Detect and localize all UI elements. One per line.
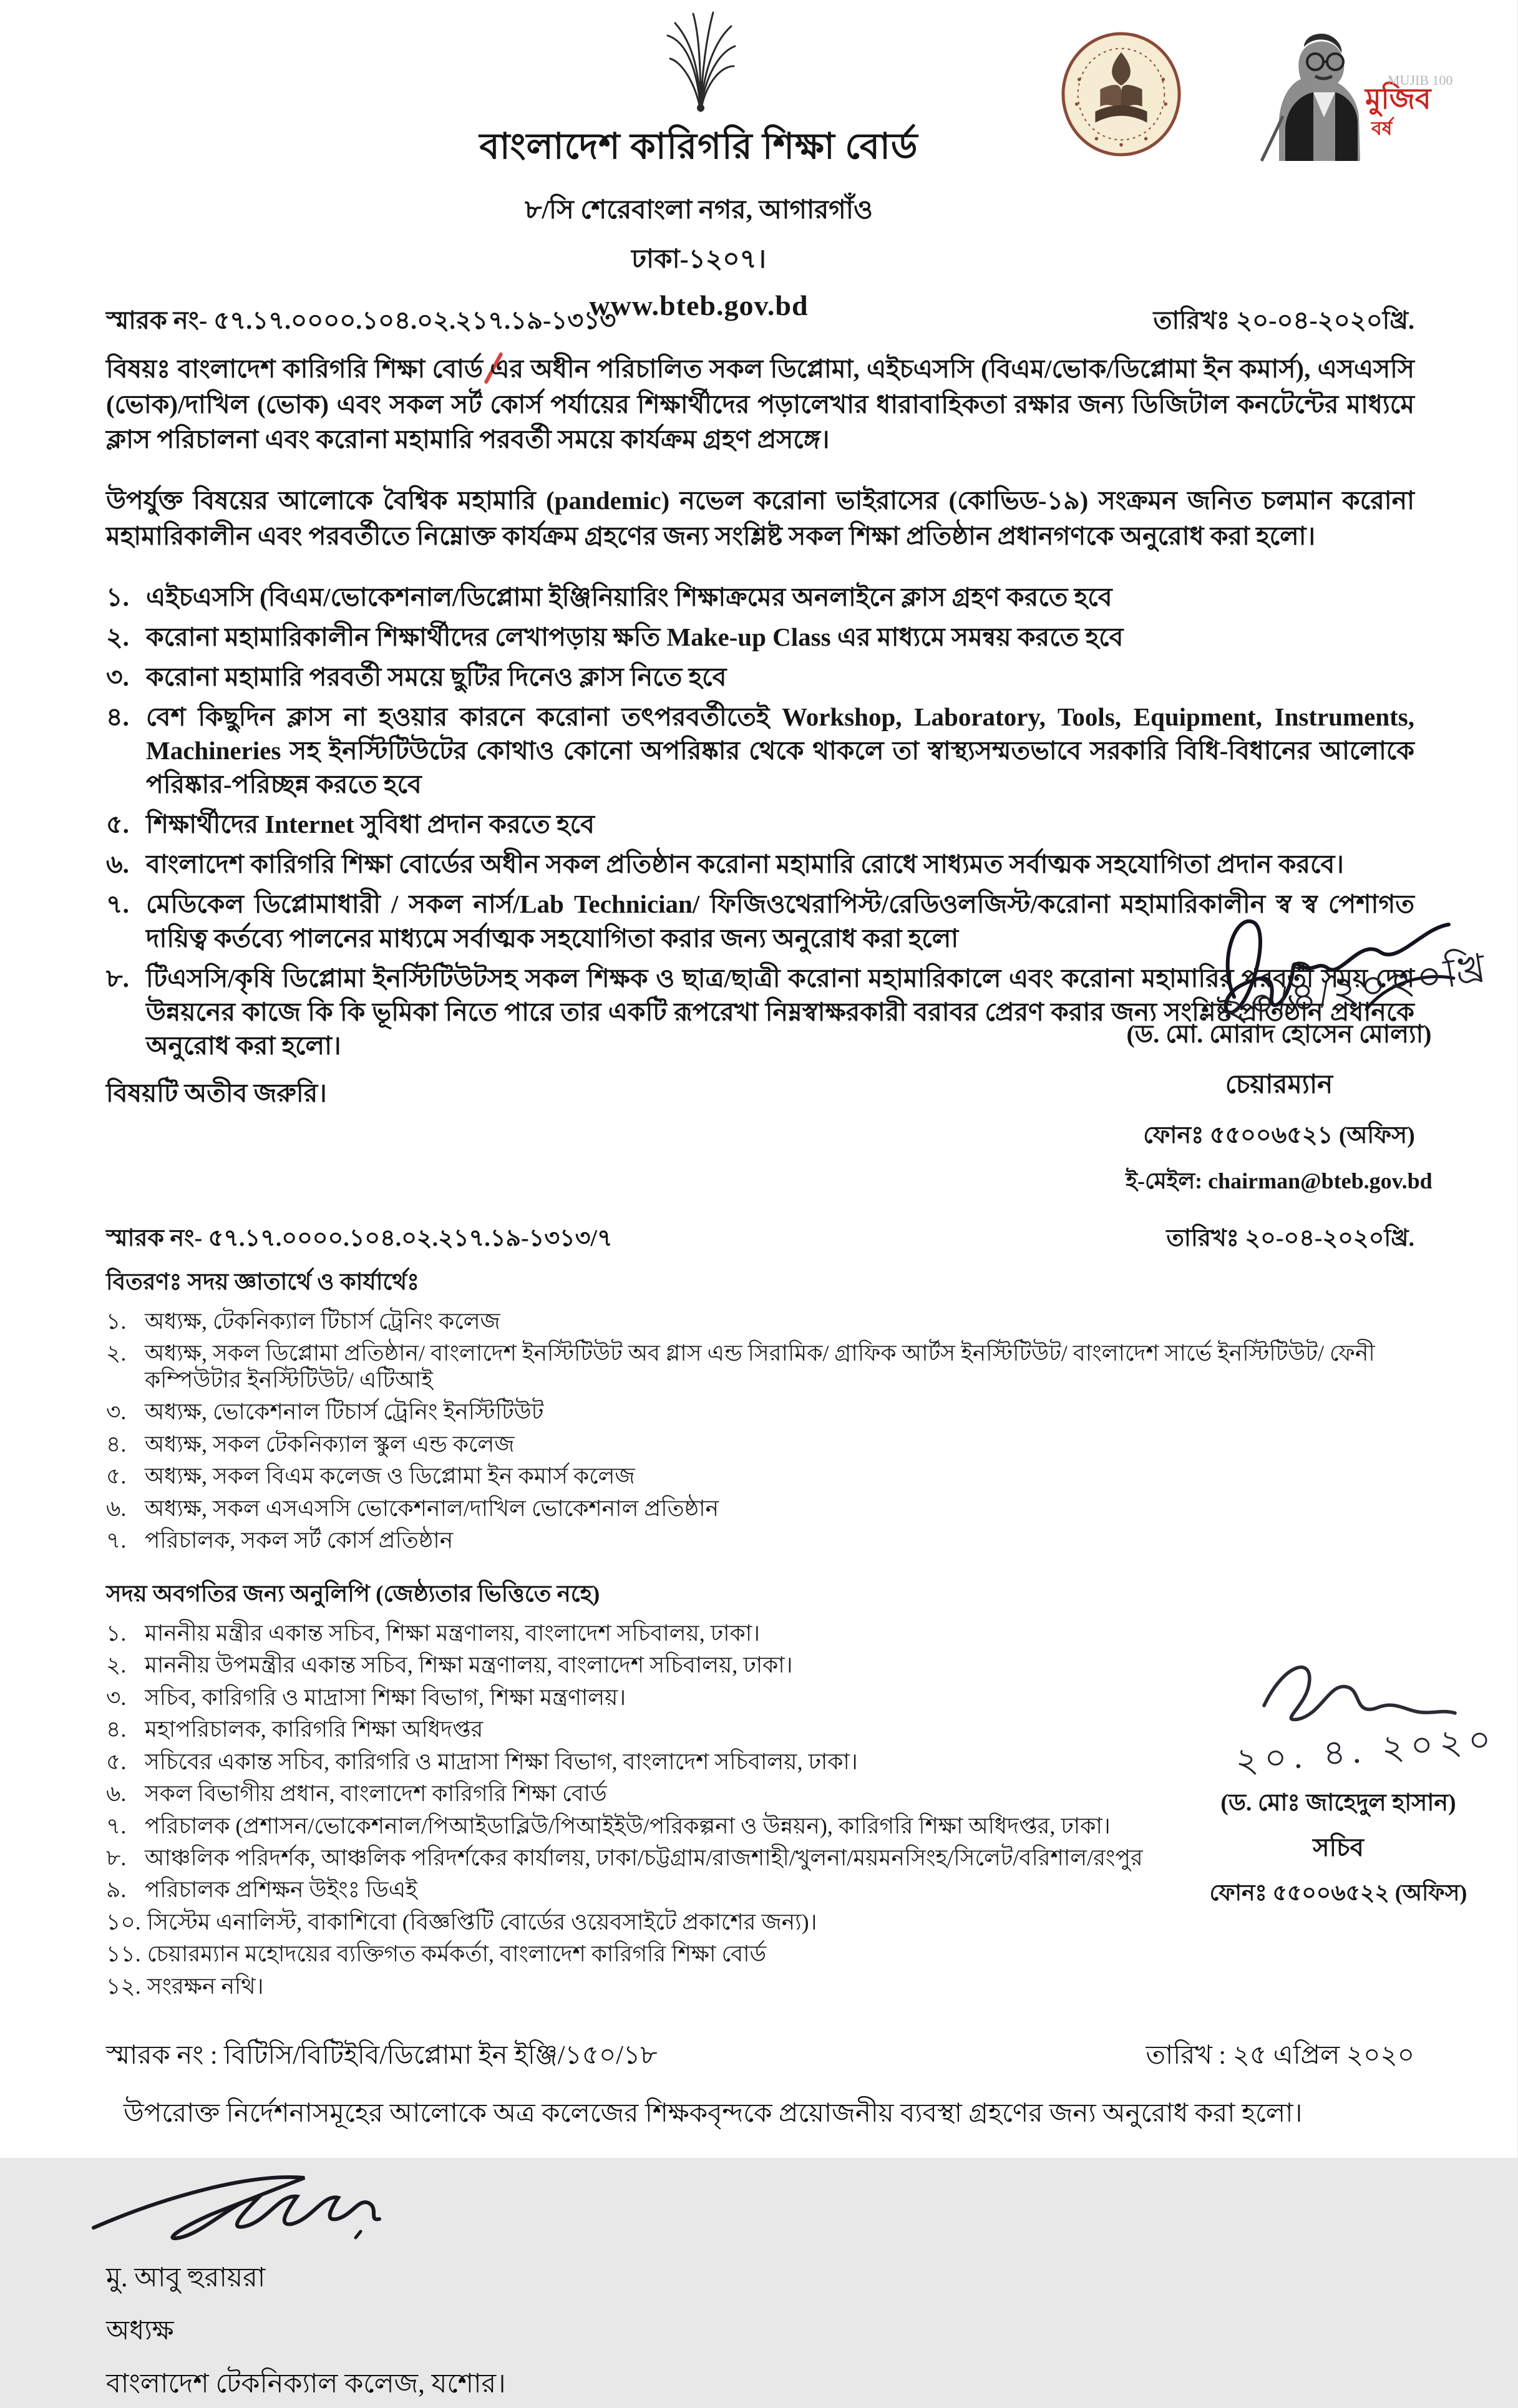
copy-text: সচিব, কারিগরি ও মাদ্রাসা শিক্ষা বিভাগ, শিক্ষা মন্ত্রণালয়। (145, 1684, 626, 1710)
subject-line: বিষয়ঃ বাংলাদেশ কারিগরি শিক্ষা বোর্ড এর অধীন পরিচালিত সকল ডিপ্লোমা, এইচএসসি (বিএম/ভোক/ডিপ্লোমা ইন কমার্স), এসএসসি (ভোক)/দাখিল (ভোক) এবং সকল সর্ট কোর্স পর্যায়ের শিক্ষার্থীদের পড়ালেখার ধারাবাহিকতা রক্ষার জন্য ডিজিটাল কনটেন্টের মাধ্যমে ক্লাস পরিচালনা এবং করোনা মহামারি পরবর্তী সময়ে কার্যক্রম গ্রহণ প্রসঙ্গে। (106, 354, 1414, 454)
copy-number: ১০. (106, 1909, 141, 1935)
principal-signature (87, 2158, 399, 2251)
copy-text: চেয়ারম্যান মহোদয়ের ব্যক্তিগত কর্মকর্তা, বাংলাদেশ কারিগরি শিক্ষা বোর্ড (147, 1941, 767, 1967)
secretary-handwritten-date: ২০. ৪. ২০২০ (1233, 1719, 1499, 1782)
directive-text: করোনা মহামারিকালীন শিক্ষার্থীদের লেখাপড়ায় ক্ষতি Make-up Class এর মাধ্যমে সমন্বয় করতে হবে (146, 622, 1124, 651)
directive-item (106, 620, 1414, 654)
directive-item (106, 580, 1414, 614)
copy-text: আঞ্চলিক পরিদর্শক, আঞ্চলিক পরিদর্শকের কার্যালয়, ঢাকা/চট্টগ্রাম/রাজশাহী/খুলনা/ময়মনসিংহ/সিলেট/বরিশাল/রংপুর (145, 1845, 1143, 1870)
directive-text: এইচএসসি (বিএম/ভোকেশনাল/ডিপ্লোমা ইঞ্জিনিয়ারিং শিক্ষাক্রমের অনলাইনে ক্লাস গ্রহণ করতে হবে (146, 582, 1112, 611)
directive-number: ৪. (106, 702, 129, 731)
distribution-item (106, 1463, 1414, 1489)
memo1-number: স্মারক নং- ৫৭.১৭.০০০০.১০৪.০২.২১৭.১৯-১৩১৩ (106, 306, 616, 334)
distribution-text: অধ্যক্ষ, সকল টেকনিক্যাল স্কুল এন্ড কলেজ (145, 1431, 515, 1457)
bteb-monogram-icon (663, 7, 739, 115)
principal-organization: বাংলাদেশ টেকনিক্যাল কলেজ, যশোর। (106, 2369, 506, 2399)
distribution-text: অধ্যক্ষ, সকল এসএসসি ভোকেশনাল/দাখিল ভোকেশনাল প্রতিষ্ঠান (145, 1495, 719, 1521)
org-address-line1: ৮/সি শেরেবাংলা নগর, আগারগাঁও (525, 196, 873, 225)
copy-number: ১২. (106, 1973, 141, 1999)
directive-item (106, 807, 1414, 841)
copy-text: সংরক্ষন নথি। (147, 1973, 264, 1999)
distribution-number: ১. (106, 1308, 127, 1334)
mujib-logo-text-line2: বর্ষ (1371, 119, 1393, 139)
mujib-logo-overlay-text: MUJIB 100 (1388, 72, 1453, 88)
copy-text: পরিচালক (প্রশাসন/ভোকেশনাল/পিআইডাব্লিউ/পিআইইউ/পরিকল্পনা ও উন্নয়ন), কারিগরি শিক্ষা অধিদপ্তর, ঢাকা। (145, 1813, 1111, 1838)
org-website: www.bteb.gov.bd (589, 289, 809, 321)
distribution-item (106, 1527, 1414, 1553)
copy-item (106, 1973, 1414, 1999)
copy-number: ৩. (106, 1684, 127, 1710)
distribution-text: অধ্যক্ষ, সকল বিএম কলেজ ও ডিপ্লোমা ইন কমার্স কলেজ (145, 1464, 635, 1489)
copy-text: মাননীয় উপমন্ত্রীর একান্ত সচিব, শিক্ষা মন্ত্রণালয়, বাংলাদেশ সচিবালয়, ঢাকা। (145, 1653, 793, 1678)
copy-number: ১১. (106, 1941, 141, 1967)
directive-text: শিক্ষার্থীদের Internet সুবিধা প্রদান করতে হবে (146, 810, 595, 839)
directive-text: টিএসসি/কৃষি ডিপ্লোমা ইনস্টিটিউটসহ সকল শিক্ষক ও ছাত্র/ছাত্রী করোনা মহামারিকালে এবং করোনা মহামারির পরবর্তী সময় দেশ উন্নয়নের কাজে কি কি ভূমিকা নিতে পারে তার একটি রূপরেখা নিম্নস্বাক্ষরকারী বরাবর প্রেরণ করার জন্য সংশ্লিষ্ট প্রতিষ্ঠান প্রধানকে অনুরোধ করা হলো। (146, 963, 1414, 1060)
memo3-number: স্মারক নং : বিটিসি/বিটিইবি/ডিপ্লোমা ইন ইঞ্জি/১৫০/১৮ (106, 2041, 658, 2071)
distribution-text: অধ্যক্ষ, সকল ডিপ্লোমা প্রতিষ্ঠান/ বাংলাদেশ ইনস্টিটিউট অব গ্লাস এন্ড সিরামিক/ গ্রাফিক আর্টস ইনস্টিটিউট/ বাংলাদেশ সার্ভে ইনস্টিটিউট/ ফেনী কম্পিউটার ইনস্টিটিউট/ এটিআই (145, 1341, 1375, 1392)
directive-number: ৬. (106, 850, 129, 879)
copy-text: সচিবের একান্ত সচিব, কারিগরি ও মাদ্রাসা শিক্ষা বিভাগ, বাংলাদেশ সচিবালয়, ঢাকা। (145, 1749, 858, 1774)
principal-name: মু. আবু হুরায়রা (106, 2263, 266, 2293)
chairman-handwritten-date: ২০/৪/২০২০খ্রি (1217, 945, 1491, 1032)
chairman-phone: ফোনঃ ৫৫০০৬৫২১ (অফিস) (1143, 1122, 1415, 1148)
memo3-row (106, 2034, 1414, 2079)
memo1-row (106, 301, 1414, 342)
distribution-number: ৪. (106, 1431, 127, 1457)
directive-number: ৫. (106, 810, 129, 839)
distribution-item (106, 1399, 1414, 1425)
principal-title: অধ্যক্ষ (106, 2316, 174, 2346)
directive-number: ২. (106, 622, 129, 651)
distribution-item (106, 1308, 1414, 1334)
intro-paragraph: উপর্যুক্ত বিষয়ের আলোকে বৈশ্বিক মহামারি (pandemic) নভেল করোনা ভাইরাসের (কোভিড-১৯) সংক্রমন জনিত চলমান করোনা মহামারিকালীন এবং পরবর্তীতে নিম্নোক্ত কার্যক্রম গ্রহণের জন্য সংশ্লিষ্ট সকল শিক্ষা প্রতিষ্ঠান প্রধানগণকে অনুরোধ করা হলো। (106, 485, 1414, 551)
copy-text: সিস্টেম এনালিস্ট, বাকাশিবো (বিজ্ঞপ্তিটি বোর্ডের ওয়েবসাইটে প্রকাশের জন্য)। (147, 1909, 817, 1935)
copy-number: ৫. (106, 1749, 127, 1774)
copy-text: মহাপরিচালক, কারিগরি শিক্ষা অধিদপ্তর (145, 1717, 484, 1742)
copy-number: ৪. (106, 1717, 127, 1742)
copy-text: মাননীয় মন্ত্রীর একান্ত সচিব, শিক্ষা মন্ত্রণালয়, বাংলাদেশ সচিবালয়, ঢাকা। (145, 1620, 761, 1646)
directive-item (106, 847, 1414, 881)
directive-number: ৭. (106, 890, 129, 919)
distribution-list (106, 1308, 1414, 1554)
secretary-signature-block (1160, 1652, 1516, 1913)
distribution-text: অধ্যক্ষ, টেকনিক্যাল টিচার্স ট্রেনিং কলেজ (145, 1308, 500, 1334)
distribution-text: অধ্যক্ষ, ভোকেশনাল টিচার্স ট্রেনিং ইনস্টিটিউট (145, 1399, 544, 1425)
copy-heading: সদয় অবগতির জন্য অনুলিপি (জেষ্ঠ্যতার ভিত্তিতে নহে) (106, 1581, 600, 1607)
distribution-number: ৩. (106, 1399, 127, 1425)
copy-number: ৮. (106, 1845, 127, 1870)
secretary-phone: ফোনঃ ৫৫০০৬৫২২ (অফিস) (1209, 1880, 1467, 1905)
chairman-title: চেয়ারম্যান (1225, 1070, 1333, 1099)
directive-text: বাংলাদেশ কারিগরি শিক্ষা বোর্ডের অধীন সকল প্রতিষ্ঠান করোনা মহামারি রোধে সাধ্যমত সর্বাত্মক সহযোগিতা প্রদান করবে। (146, 850, 1344, 879)
org-address-line2: ঢাকা-১২০৭। (631, 245, 766, 274)
chairman-email: ই-মেইল: chairman@bteb.gov.bd (1126, 1168, 1433, 1193)
chairman-signature-block (1092, 903, 1491, 1202)
urgency-note: বিষয়টি অতীব জরুরি। (106, 1078, 327, 1107)
letter-body (106, 301, 1414, 2408)
secretary-title: সচিব (1313, 1833, 1364, 1862)
directive-text: করোনা মহামারি পরবর্তী সময়ে ছুটির দিনেও ক্লাস নিতে হবে (146, 662, 727, 691)
closing-paragraph: উপরোক্ত নির্দেশনাসমূহের আলোকে অত্র কলেজের শিক্ষকবৃন্দকে প্রয়োজনীয় ব্যবস্থা গ্রহণের জন্য অনুরোধ করা হলো। (124, 2099, 1303, 2129)
copy-number: ৯. (106, 1877, 127, 1903)
memo2-date: তারিখঃ ২০-০৪-২০২০খ্রি. (1166, 1225, 1414, 1251)
distribution-number: ২. (106, 1341, 127, 1366)
memo2-number: স্মারক নং- ৫৭.১৭.০০০০.১০৪.০২.২১৭.১৯-১৩১৩/৭ (106, 1225, 613, 1251)
memo1-date: তারিখঃ ২০-০৪-২০২০খ্রি. (1153, 306, 1414, 334)
directive-number: ৩. (106, 662, 129, 691)
copy-text: সকল বিভাগীয় প্রধান, বাংলাদেশ কারিগরি শিক্ষা বোর্ড (145, 1781, 607, 1807)
copy-item (106, 1941, 1414, 1967)
principal-signature-block (106, 2158, 1414, 2408)
distribution-number: ৭. (106, 1528, 127, 1553)
org-name: বাংলাদেশ কারিগরি শিক্ষা বোর্ড (479, 126, 918, 167)
distribution-number: ৬. (106, 1495, 127, 1521)
copy-number: ৭. (106, 1813, 127, 1838)
directive-item (106, 660, 1414, 694)
distribution-item (106, 1495, 1414, 1522)
directive-number: ৮. (106, 963, 129, 993)
directive-text: বেশ কিছুদিন ক্লাস না হওয়ার কারনে করোনা তৎপরবর্তীতেই Workshop, Laboratory, Tools, Equipment, Instruments, Machineries সহ ইনস্টিটিউটের কোথাও কোনো অপরিষ্কার থেকে থাকলে তা স্বাস্থ্যসম্মতভাবে সরকারি বিধি-বিধানের আলোকে পরিষ্কার-পরিচ্ছন্ন করতে হবে (146, 702, 1414, 799)
secretary-name: (ড. মোঃ জাহেদুল হাসান) (1220, 1790, 1456, 1816)
distribution-item (106, 1431, 1414, 1457)
copy-text: পরিচালক প্রশিক্ষন উইংঃ ডিএই (145, 1877, 417, 1903)
copy-item (106, 1620, 1414, 1646)
copy-number: ৬. (106, 1781, 127, 1807)
distribution-item (106, 1340, 1414, 1393)
letterhead (106, 119, 1292, 322)
directive-item (106, 700, 1414, 801)
memo3-date: তারিখ : ২৫ এপ্রিল ২০২০ (1146, 2041, 1414, 2071)
directive-text: মেডিকেল ডিপ্লোমাধারী / সকল নার্স/Lab Technician/ ফিজিওথেরাপিস্ট/রেডিওলজিস্ট/করোনা মহামারিকালীন স্ব স্ব পেশাগত দায়িত্ব কর্তব্যে পালনের মাধ্যমে সর্বাত্মক সহযোগিতা করার জন্য অনুরোধ করা হলো (146, 890, 1414, 953)
mujib-logo-text-line1: মুজিব (1365, 83, 1431, 115)
chairman-name: (ড. মো. মোরাদ হোসেন মোল্যা) (1126, 1020, 1432, 1048)
distribution-number: ৫. (106, 1464, 127, 1489)
directive-number: ১. (106, 582, 129, 611)
distribution-heading: বিতরণঃ সদয় জ্ঞাতার্থে ও কার্যার্থেঃ (106, 1269, 419, 1295)
copy-number: ১. (106, 1620, 127, 1646)
copy-number: ২. (106, 1653, 127, 1678)
secretary-signature (1254, 1652, 1460, 1727)
distribution-text: পরিচালক, সকল সর্ট কোর্স প্রতিষ্ঠান (145, 1528, 454, 1553)
memo2-row (106, 1220, 1414, 1260)
